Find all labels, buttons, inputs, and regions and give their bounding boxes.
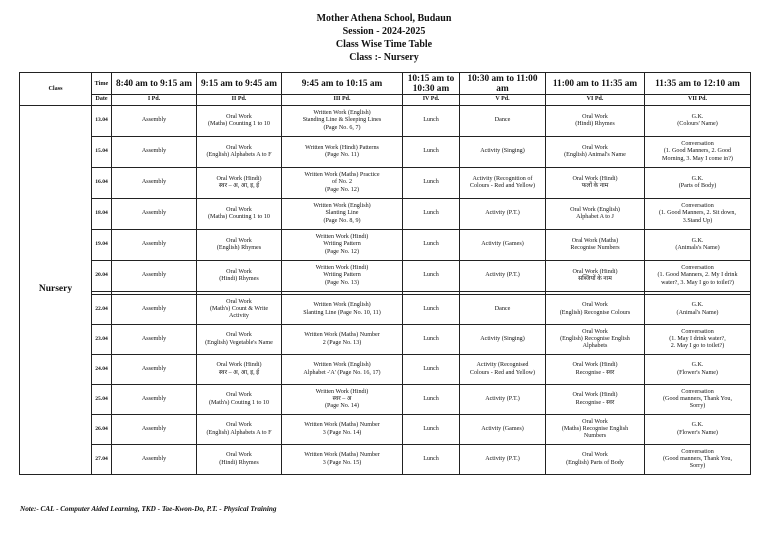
period-cell: Written Work (Maths) Number 3 (Page No. 14)	[282, 415, 403, 445]
table-row	[20, 168, 751, 199]
table-row	[20, 355, 751, 385]
period-5: V Pd.	[460, 95, 546, 106]
time-slot-4: 10:15 am to 10:30 am	[403, 73, 460, 95]
period-cell: Lunch	[403, 261, 460, 292]
period-cell: Assembly	[112, 106, 197, 137]
period-2: II Pd.	[197, 95, 282, 106]
period-cell: Oral Work (Math's) Count & Write Activity	[197, 295, 282, 325]
period-cell: Assembly	[112, 415, 197, 445]
period-cell: Oral Work (Maths) Recognise Numbers	[546, 230, 645, 261]
period-cell: Lunch	[403, 106, 460, 137]
table-row	[20, 415, 751, 445]
table-row	[20, 137, 751, 168]
period-cell: Lunch	[403, 355, 460, 385]
period-cell: Oral Work (Maths) Counting 1 to 10	[197, 106, 282, 137]
period-cell: Conversation (Good manners, Thank You, Sorry)	[645, 385, 751, 415]
period-cell: Oral Work (English) Animal's Name	[546, 137, 645, 168]
time-slot-6: 11:00 am to 11:35 am	[546, 73, 645, 95]
time-label: Time	[92, 73, 112, 95]
period-cell: G.K. (Animal's Name)	[645, 295, 751, 325]
period-cell: Oral Work (Hindi) Recognise - स्वर	[546, 385, 645, 415]
period-6: VI Pd.	[546, 95, 645, 106]
period-cell: G.K. (Flower's Name)	[645, 355, 751, 385]
period-cell: Assembly	[112, 295, 197, 325]
time-row	[20, 73, 751, 95]
period-cell: Conversation (1. May I drink water?, 2. May I go to toilet?)	[645, 325, 751, 355]
date-cell: 26.04	[92, 415, 112, 445]
period-cell: Written Work (Hindi) स्वर – अ (Page No. 14)	[282, 385, 403, 415]
period-cell: Assembly	[112, 168, 197, 199]
time-slot-2: 9:15 am to 9:45 am	[197, 73, 282, 95]
period-cell: Activity (Singing)	[460, 137, 546, 168]
time-slot-5: 10:30 am to 11:00 am	[460, 73, 546, 95]
period-cell: Conversation (1. Good Manners, 2. Good Morning, 3. May I come in?)	[645, 137, 751, 168]
period-cell: Oral Work (English) Alphabets A to F	[197, 137, 282, 168]
period-cell: Lunch	[403, 325, 460, 355]
period-cell: Lunch	[403, 385, 460, 415]
date-cell: 27.04	[92, 445, 112, 475]
period-cell: Oral Work (Maths) Counting 1 to 10	[197, 199, 282, 230]
period-cell: Oral Work (Math's) Couting 1 to 10	[197, 385, 282, 415]
period-cell: Conversation (1. Good Manners, 2. Sit down, 3.Stand Up)	[645, 199, 751, 230]
period-cell: Oral Work (Hindi) Rhymes	[197, 445, 282, 475]
date-cell: 20.04	[92, 261, 112, 292]
period-cell: Lunch	[403, 295, 460, 325]
period-1: I Pd.	[112, 95, 197, 106]
period-cell: Assembly	[112, 137, 197, 168]
period-cell: Oral Work (Hindi) Rhymes	[546, 106, 645, 137]
date-cell: 25.04	[92, 385, 112, 415]
date-cell: 19.04	[92, 230, 112, 261]
period-cell: Assembly	[112, 325, 197, 355]
footnote: Note:- CAL - Computer Aided Learning, TKD - Tae-Kwon-Do, P.T. - Physical Training	[20, 505, 277, 513]
session-line: Session - 2024-2025	[342, 26, 426, 37]
period-3: III Pd.	[282, 95, 403, 106]
period-cell: Oral Work (English) Rhymes	[197, 230, 282, 261]
period-cell: Oral Work (English) Alphabet A to J	[546, 199, 645, 230]
period-cell: Written Work (Hindi) Writing Pattern (Page No. 12)	[282, 230, 403, 261]
period-cell: Activity (P.T.)	[460, 385, 546, 415]
period-cell: Assembly	[112, 355, 197, 385]
page-header	[0, 12, 768, 64]
period-cell: Oral Work (Hindi) Recognise - स्वर	[546, 355, 645, 385]
table-row	[20, 230, 751, 261]
period-cell: Lunch	[403, 137, 460, 168]
period-cell: Dance	[460, 295, 546, 325]
period-7: VII Pd.	[645, 95, 751, 106]
period-cell: Oral Work (Hindi) फलों के नाम	[546, 168, 645, 199]
period-cell: Activity (Recognised Colours - Red and Yellow)	[460, 355, 546, 385]
period-cell: Activity (Games)	[460, 230, 546, 261]
date-cell: 16.04	[92, 168, 112, 199]
period-cell: Written Work (Maths) Practice of No. 2 (Page No. 12)	[282, 168, 403, 199]
class-column-header: Class	[20, 73, 92, 106]
class-line: Class :- Nursery	[349, 52, 419, 63]
period-cell: Oral Work (English) Recognise English Alphabets	[546, 325, 645, 355]
period-cell: Written Work (Hindi) Writing Pattern (Page No. 13)	[282, 261, 403, 292]
period-cell: G.K. (Colours' Name)	[645, 106, 751, 137]
period-cell: Activity (Games)	[460, 415, 546, 445]
period-cell: Written Work (English) Standing Line & Sleeping Lines (Page No. 6, 7)	[282, 106, 403, 137]
table-row	[20, 325, 751, 355]
period-cell: Dance	[460, 106, 546, 137]
table-title: Class Wise Time Table	[335, 39, 433, 50]
time-slot-7: 11:35 am to 12:10 am	[645, 73, 751, 95]
period-cell: Written Work (Maths) Number 3 (Page No. 15)	[282, 445, 403, 475]
period-cell: Written Work (Hindi) Patterns (Page No. 11)	[282, 137, 403, 168]
period-cell: G.K. (Flower's Name)	[645, 415, 751, 445]
period-cell: Written Work (English) Alphabet -'A' (Page No. 16, 17)	[282, 355, 403, 385]
date-cell: 24.04	[92, 355, 112, 385]
timetable	[19, 72, 751, 475]
period-cell: Lunch	[403, 199, 460, 230]
time-slot-1: 8:40 am to 9:15 am	[112, 73, 197, 95]
date-cell: 23.04	[92, 325, 112, 355]
period-cell: Activity (P.T.)	[460, 445, 546, 475]
table-row	[20, 385, 751, 415]
period-cell: Assembly	[112, 230, 197, 261]
period-cell: Lunch	[403, 168, 460, 199]
date-cell: 15.04	[92, 137, 112, 168]
period-cell: Activity (Singing)	[460, 325, 546, 355]
period-cell: Lunch	[403, 445, 460, 475]
period-cell: Written Work (English) Slanting Line (Page No. 8, 9)	[282, 199, 403, 230]
date-cell: 13.04	[92, 106, 112, 137]
period-cell: Activity (Recognition of Colours - Red and Yellow)	[460, 168, 546, 199]
date-cell: 18.04	[92, 199, 112, 230]
period-cell: G.K. (Parts of Body)	[645, 168, 751, 199]
period-4: IV Pd.	[403, 95, 460, 106]
period-cell: G.K. (Animals's Name)	[645, 230, 751, 261]
period-cell: Activity (P.T.)	[460, 261, 546, 292]
school-name: Mother Athena School, Budaun	[316, 13, 452, 24]
period-cell: Assembly	[112, 445, 197, 475]
period-cell: Written Work (English) Slanting Line (Page No. 10, 11)	[282, 295, 403, 325]
period-cell: Lunch	[403, 230, 460, 261]
period-cell: Activity (P.T.)	[460, 199, 546, 230]
period-cell: Oral Work (English) Alphabets A to F	[197, 415, 282, 445]
period-cell: Conversation (Good manners, Thank You, Sorry)	[645, 445, 751, 475]
table-row	[20, 445, 751, 475]
period-row	[20, 95, 751, 106]
timetable-body	[20, 106, 751, 475]
period-cell: Oral Work (Maths) Recognise English Numbers	[546, 415, 645, 445]
period-cell: Conversation (1. Good Manners, 2. My I drink water?, 3. May I go to toilet?)	[645, 261, 751, 292]
date-label: Date	[92, 95, 112, 106]
period-cell: Oral Work (Hindi) सब्जियों के नाम	[546, 261, 645, 292]
period-cell: Assembly	[112, 261, 197, 292]
table-row	[20, 199, 751, 230]
period-cell: Oral Work (Hindi) स्वर – अ, आ, इ, ई	[197, 168, 282, 199]
period-cell: Oral Work (Hindi) स्वर – अ, आ, इ, ई	[197, 355, 282, 385]
table-row	[20, 106, 751, 137]
table-row	[20, 295, 751, 325]
period-cell: Assembly	[112, 385, 197, 415]
class-name-cell: Nursery	[20, 106, 92, 475]
period-cell: Lunch	[403, 415, 460, 445]
period-cell: Written Work (Maths) Number 2 (Page No. 13)	[282, 325, 403, 355]
period-cell: Oral Work (Hindi) Rhymes	[197, 261, 282, 292]
period-cell: Oral Work (English) Parts of Body	[546, 445, 645, 475]
date-cell: 22.04	[92, 295, 112, 325]
period-cell: Oral Work (English) Recognise Colours	[546, 295, 645, 325]
period-cell: Oral Work (English) Vegetable's Name	[197, 325, 282, 355]
time-slot-3: 9:45 am to 10:15 am	[282, 73, 403, 95]
period-cell: Assembly	[112, 199, 197, 230]
table-row	[20, 261, 751, 292]
